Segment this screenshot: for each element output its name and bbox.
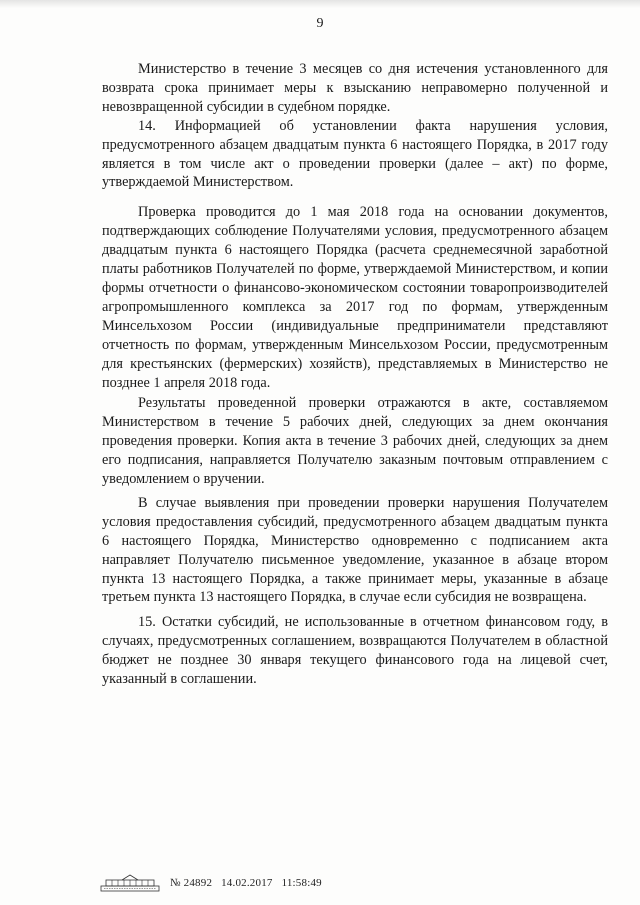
doc-time: 11:58:49 <box>281 877 322 889</box>
paragraph-inspection: Проверка проводится до 1 мая 2018 года на основании документов, подтверждающих соблюдение Получателями условия, предусмотренного абзацем двадцатым пункта 6 настоящего Порядка (расчета среднемесячной заработной платы работников Получателей по форме, утверждаемой Министерством, и копии формы отчетности о финансово-экономическом состоянии товаропроизводителей агропромышленного комплекса за 2017 год по формам, утвержденным Минсельхозом России (индивидуальные предприниматели представляют отчетность по формам, утвержденным Минсельхозом России, предусмотренным для крестьянских (фермерских) хозяйств), представляемых в Министерство не позднее 1 апреля 2018 года. <box>102 204 608 391</box>
document-footer <box>100 873 328 893</box>
paragraph-violation-case: В случае выявления при проведении проверки нарушения Получателем условия предоставления субсидий, предусмотренного абзацем двадцатым пункта 6 настоящего Порядка, Министерство одновременно с подписанием акта направляет Получателю письменное уведомление, указанное в абзаце втором пункта 13 настоящего Порядка, а также принимает меры, указанные в абзаце третьем пункта 13 настоящего Порядка, в случае если субсидия не возвращена. <box>102 494 608 606</box>
paragraph-inspection-results: Результаты проведенной проверки отражаются в акте, составляемом Министерством в течение 5 рабочих дней, следующих за днем окончания проведения проверки. Копия акта в течение 3 рабочих дней, следующих за днем его подписания, направляется Получателю заказным почтовым отправлением с уведомлением о вручении. <box>102 395 608 488</box>
document-body <box>102 60 608 689</box>
doc-number: № 24892 <box>170 877 213 889</box>
paragraph-item-15: 15. Остатки субсидий, не использованные в отчетном финансовом году, в случаях, предусмотренных соглашением, возвращаются Получателем в областной бюджет не позднее 30 января текущего финансового года на лицевой счет, указанный в соглашении. <box>102 614 608 688</box>
registry-stamp-icon <box>100 874 160 892</box>
scan-edge <box>0 0 640 8</box>
paragraph-item-14: 14. Информацией об установлении факта нарушения условия, предусмотренного абзацем двадцатым пункта 6 настоящего Порядка, в 2017 году является в том числе акт о проведении проверки (далее – акт) по форме, утверждаемой Министерством. <box>102 117 608 191</box>
document-registration-stamp <box>170 877 328 889</box>
paragraph-ministry-recovery: Министерство в течение 3 месяцев со дня истечения установленного для возврата срока принимает меры к взысканию неправомерно полученной и невозвращенной субсидии в судебном порядке. <box>102 61 608 115</box>
doc-date: 14.02.2017 <box>221 877 273 889</box>
page-number: 9 <box>316 16 324 31</box>
